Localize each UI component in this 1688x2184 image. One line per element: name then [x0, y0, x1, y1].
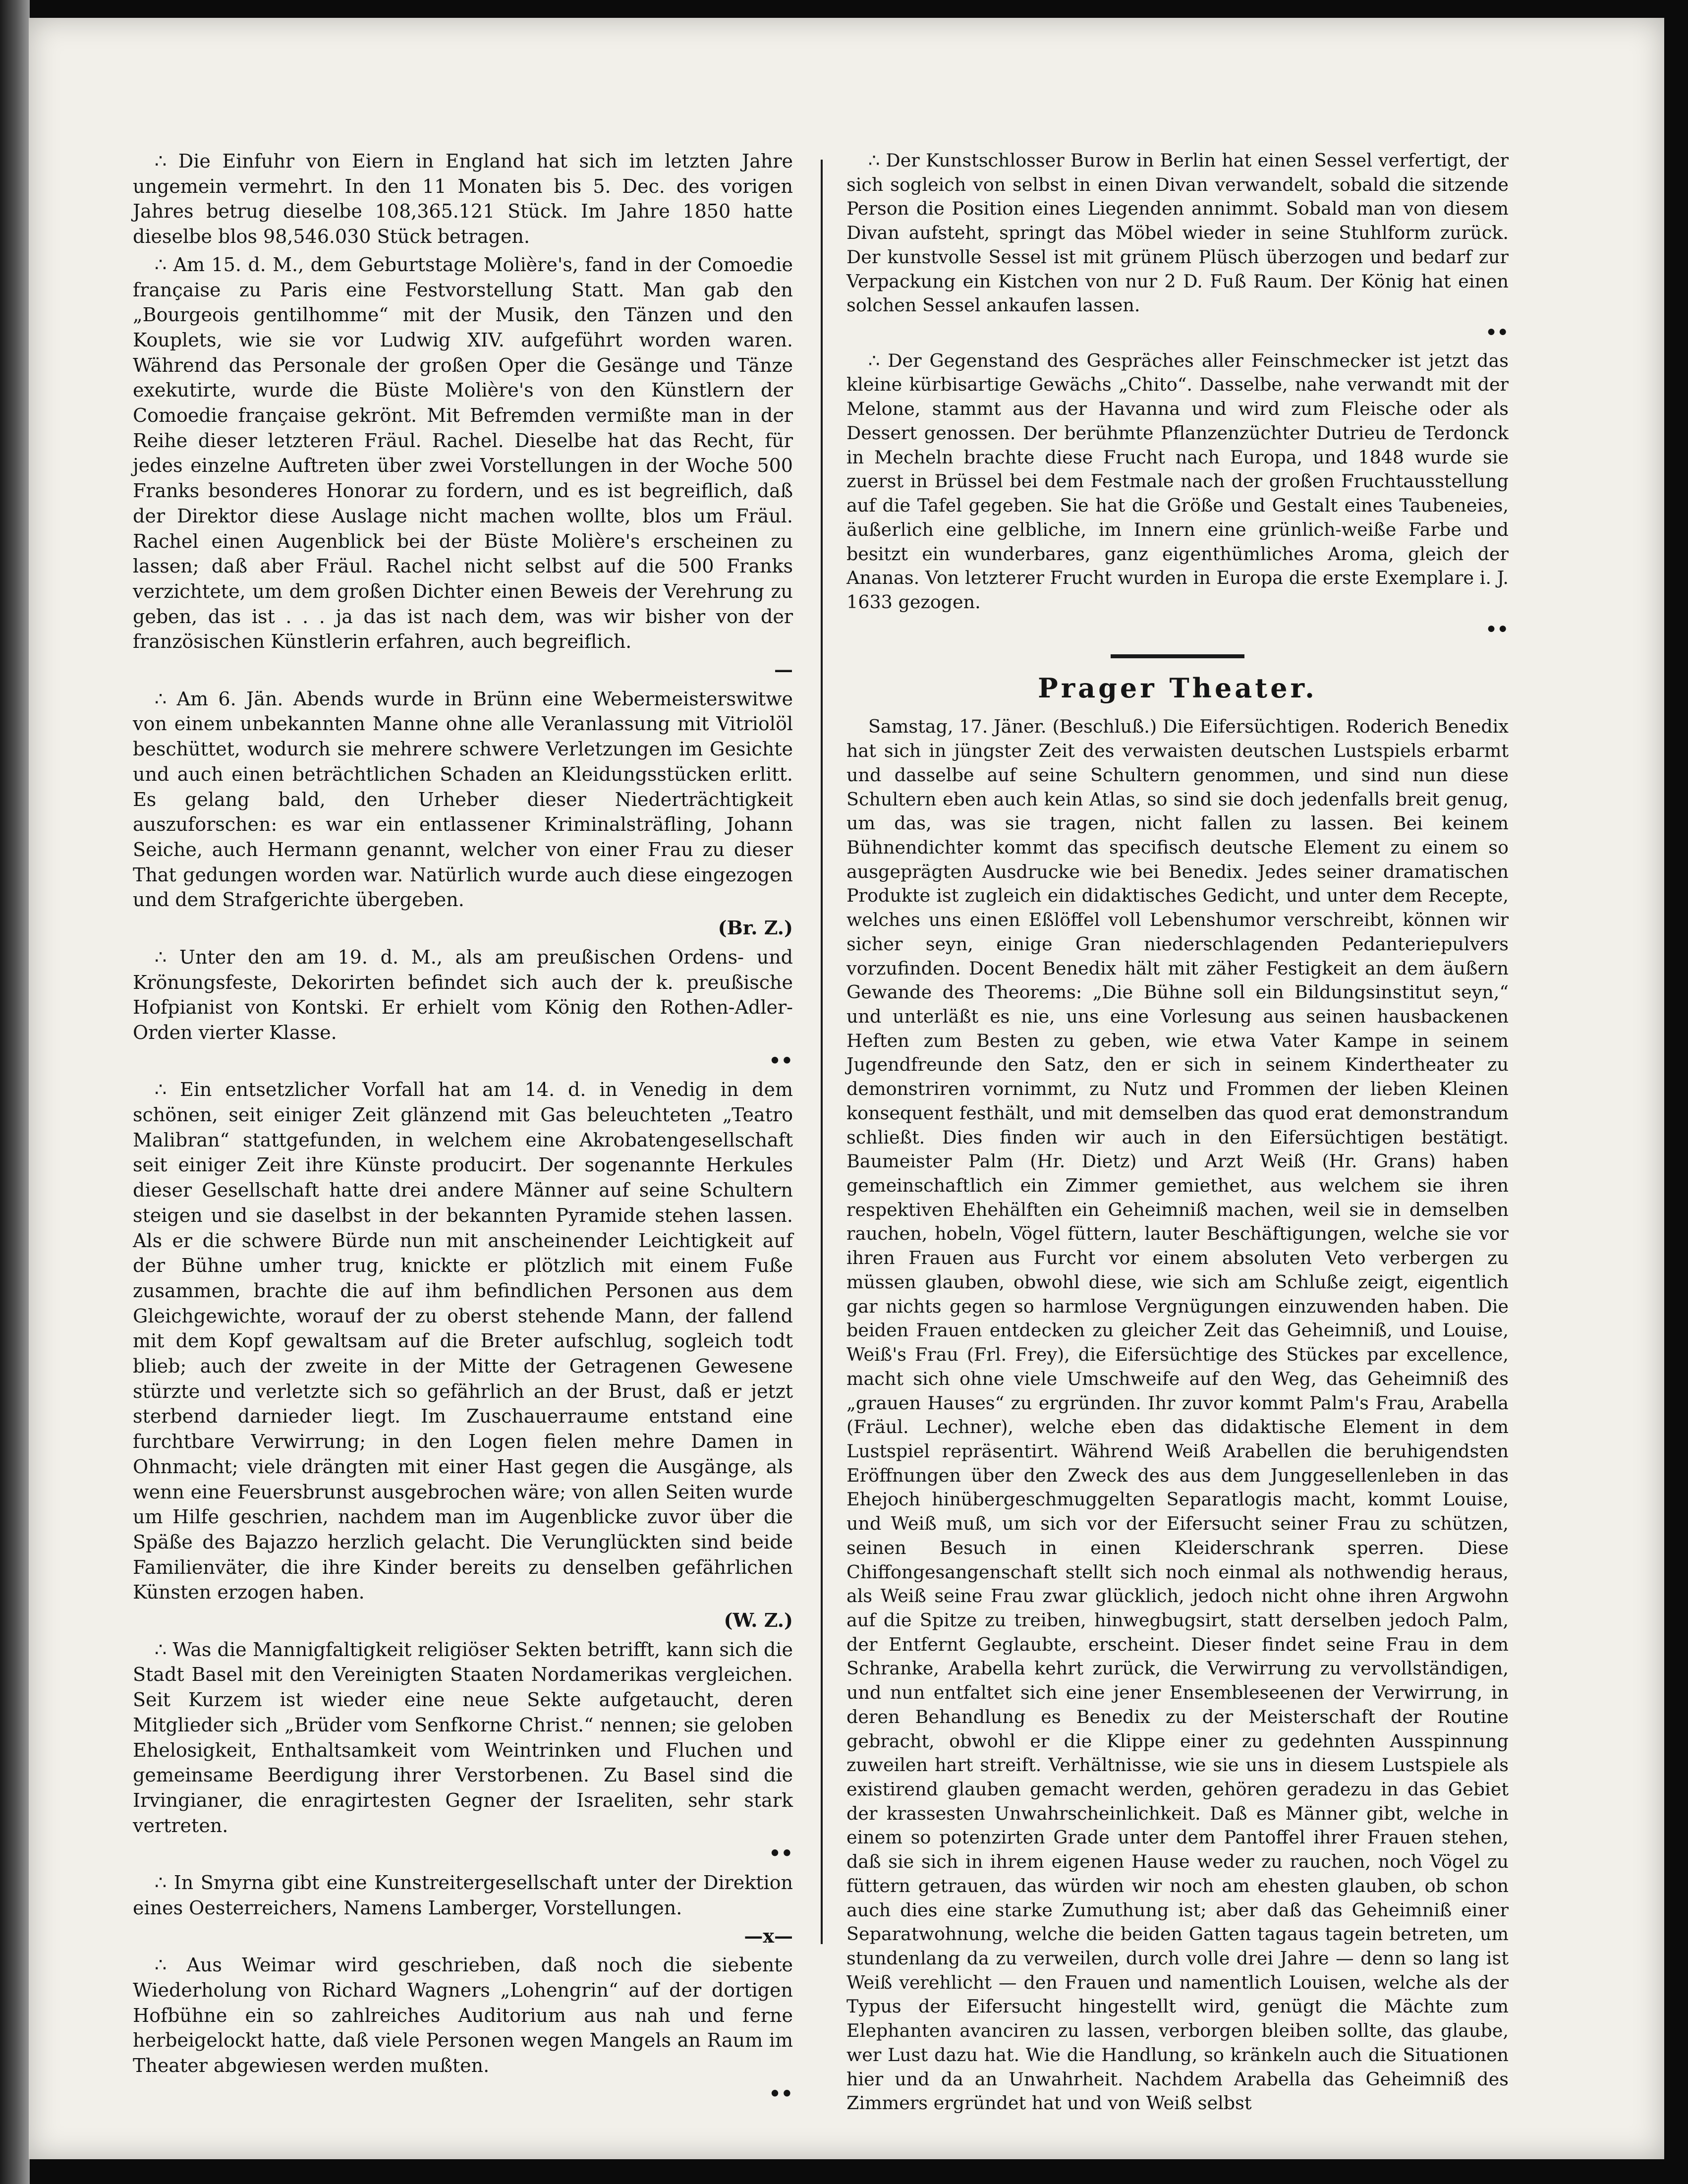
theater-review-text: Samstag, 17. Jäner. (Beschluß.) Die Eifersüchtigen. Roderich Benedix hat sich in jüngster Zeit des verwaisten deutschen Lustspiels erbarmt und dasselbe auf seine Schultern genommen, und sind nun diese Schultern eben auch kein Atlas, so sind sie doch jedenfalls breit genug, um das, was sie tragen, nicht fallen zu lassen. Bei keinem Bühnendichter kommt das specifisch deutsche Element zu einem so ausgeprägten Ausdrucke wie bei Benedix. Jedes seiner dramatischen Produkte ist zugleich ein didaktisches Gedicht, und unter dem Recepte, welches uns einen Eßlöffel voll Lebenshumor verschreibt, können wir sicher seyn, einige Gran niederschlagenden Pedanteriepulvers vorzufinden. Docent Benedix hält mit zäher Festigkeit an dem äußern Gewande des Theorems: „Die Bühne soll ein Bildungsinstitut seyn,“ und unterläßt es nie, uns eine Vorlesung aus seinen hausbackenen Heften zum Besten zu geben, wie etwa Vater Kampe in seinem Jugendfreunde den Satz, den er sich in seinem Kindertheater zu demonstriren vornimmt, zu Nutz und Frommen der lieben Kleinen konsequent festhält, und mit demselben das quod erat demonstrandum schließt. Dies finden wir auch in den Eifersüchtigen bestätigt. Baumeister Palm (Hr. Dietz) und Arzt Weiß (Hr. Grans) haben gemeinschaftlich ein Zimmer gemiethet, aus welchem sie ihren respektiven Ehehälften ein Geheimniß machen, weil sie in demselben rauchen, hobeln, Vögel füttern, lauter Beschäftigungen, welche sie vor ihren Frauen aus Furcht vor einem absoluten Veto verbergen zu müssen glauben, obwohl diese, wie sich am Schluße zeigt, eigentlich gar nichts gegen so harmlose Vergnügungen einzuwenden haben. Die beiden Frauen entdecken zu gleicher Zeit das Geheimniß, und Louise, Weiß's Frau (Frl. Frey), die Eifersüchtige des Stückes par excellence, macht sich ohne viele Umschweife auf den Weg, das Geheimniß des „grauen Hauses“ zu ergründen. Ihr zuvor kommt Palm's Frau, Arabella (Fräul. Lechner), welche eben das didaktische Element in dem Lustspiel repräsentirt. Während Weiß Arabellen die beruhigendsten Eröffnungen über den Zweck des aus dem Junggesellenleben in das Ehejoch hinübergeschmuggelten Separatlogis macht, kommt Louise, und Weiß muß, um sich vor der Eifersucht seiner Frau zu schützen, seinen Besuch in einen Kleiderschrank sperren. Diese Chiffongesangenschaft stellt sich noch einmal als nothwendig heraus, als Weiß seine Frau zwar glücklich, jedoch nicht ohne ihren Argwohn auf die Spitze zu treiben, hinwegbugsirt, statt derselben jedoch Palm, der Entfernt Geglaubte, erscheint. Dieser findet seine Frau in dem Schranke, Arabella kehrt zurück, die Verwirrung zu vervollständigen, und nun entfaltet sich eine jener Ensembleseenen der Verwirrung, in deren Behandlung es Benedix zu der Meisterschaft der Routine gebracht, obwohl er die Klippe einer zu gedehnten Ausspinnung zuweilen hart streift. Verhältnisse, wie sie uns in diesem Lustspiele als existirend glauben gemacht werden, gehören geradezu in das Gebiet der krassesten Unwahrscheinlichkeit. Daß es Männer gibt, welche in einem so potenzirten Grade unter dem Pantoffel ihrer Frauen stehen, daß sie sich in ihrem eigenen Hause weder zu rauchen, noch Vögel zu füttern getrauen, das würden wir noch am ehesten glauben, ob schon auch dies eine starke Zumuthung ist; aber daß das Geheimniß einer Separatwohnung, welche die beiden Gatten tagaus tagein betreten, um stundenlang da zu verweilen, durch volle drei Jahre — denn so lang ist Weiß verehlicht — den Frauen und namentlich Louisen, welche als der Typus der Eifersucht hingestellt wird, genügt die Mächte zum Elephanten avanciren zu lassen, verborgen bleiben sollte, das glaube, wer Lust dazu hat. Wie die Handlung, so kränkeln auch die Situationen hier und da an Unwahrheit. Nachdem Arabella das Geheimniß des Zimmers ergründet hat und von Weiß selbst	[846, 716, 1509, 2114]
news-item-burow-sessel: ∴ Der Kunstschlosser Burow in Berlin hat einen Sessel verfertigt, der sich sogleich von selbst in einen Divan verwandelt, sobald die sitzende Person die Position eines Liegenden annimmt. Sobald man von diesem Divan aufsteht, springt das Möbel wieder in seine Stuhlform zurück. Der kunstvolle Sessel ist mit grünem Plüsch überzogen und bedarf zur Verpackung ein Kistchen von nur 2 D. Fuß Raum. Der König hat einen solchen Sessel ankaufen lassen.	[846, 150, 1509, 316]
section-separator-rule	[1111, 654, 1244, 658]
right-column	[846, 149, 1509, 2119]
news-item-chito-fruit: ∴ Der Gegenstand des Gespräches aller Feinschmecker ist jetzt das kleine kürbisartige Gewächs „Chito“. Dasselbe, nahe verwandt mit der Melone, stammt aus der Havanna und wird zum Fleische oder als Dessert genossen. Der berühmte Pflanzenzüchter Dutrieu de Terdonck in Mecheln brachte diese Frucht nach Europa, und 1848 wurde sie zuerst in Brüssel bei dem Festmale nach der großen Fruchtausstellung auf die Tafel gegeben. Sie hat die Größe und Gestalt eines Taubeneies, äußerlich eine gelbliche, im Innern eine grünlich-weiße Farbe und besitzt ein wunderbares, ganz eigenthümliches Aroma, gleich der Ananas. Von letzterer Frucht wurden in Europa die erste Exemplare i. J. 1633 gezogen.	[846, 349, 1509, 613]
news-item-smyrna-circus: ∴ In Smyrna gibt eine Kunstreitergesellschaft unter der Direktion eines Oesterreichers, Namens Lamberger, Vorstellungen.	[133, 1872, 793, 1919]
news-item-bruenn-vitriol: ∴ Am 6. Jän. Abends wurde in Brünn eine Webermeisterswitwe von einem unbekannten Manne ohne alle Veranlassung mit Vitriolöl beschüttet, wodurch sie mehrere schwere Verletzungen im Gesichte und auch einen beträchtlichen Schaden an Kleidungsstücken erlitt. Es gelang bald, den Urheber dieser Niederträchtigkeit auszuforschen: es war ein entlassener Kriminalsträfling, Johann Seiche, auch Hermann genannt, welcher von einer Frau zu dieser That gedungen worden war. Natürlich wurde auch diese eingezogen und dem Strafgerichte übergeben.	[133, 688, 793, 911]
column-divider	[821, 160, 823, 1944]
news-item-basel-sects: ∴ Was die Mannigfaltigkeit religiöser Sekten betrifft, kann sich die Stadt Basel mit den Vereinigten Staaten Nordamerikas vergleichen. Seit Kurzem ist wieder eine neue Sekte aufgetaucht, deren Mitglieder sich „Brüder vom Senfkorne Christ.“ nennen; sie geloben Ehelosigkeit, Enthaltsamkeit vom Weintrinken und Fluchen und gemeinsame Beerdigung ihrer Verstorbenen. Zu Basel sind die Irvingianer, die enragirtesten Gegner der Israeliten, sehr stark vertreten.	[133, 1638, 793, 1837]
news-item-venice-accident: ∴ Ein entsetzlicher Vorfall hat am 14. d. in Venedig in dem schönen, seit einiger Zeit glänzend mit Gas beleuchteten „Teatro Malibran“ stattgefunden, in welchem eine Akrobatengesellschaft seit einiger Zeit ihre Künste producirt. Der sogenannte Herkules dieser Gesellschaft hatte drei andere Männer auf seine Schultern steigen und sie daselbst in der bekannten Pyramide stehen lassen. Als er die schwere Bürde nun mit anscheinender Leichtigkeit auf der Bühne umher trug, knickte er plötzlich mit einem Fuße zusammen, brachte die auf ihm befindlichen Personen aus dem Gleichgewichte, worauf der zu oberst stehende Mann, der fallend mit dem Kopf gewaltsam auf die Breter aufschlug, sogleich todt blieb; auch der zweite in der Mitte der Getragenen Gewesene stürzte und verletzte sich so gefährlich an der Brust, daß er jetzt sterbend darnieder liegt. Im Zuschauerraume entstand eine furchtbare Verwirrung; in den Logen fielen mehre Damen in Ohnmacht; viele drängten mit einer Hast gegen die Ausgänge, als wenn eine Feuersbrunst ausgebrochen wäre; von allen Seiten wurde um Hilfe geschrien, nachdem man im Augenblicke zuvor über die Späße des Bajazzo herzlich gelacht. Die Verunglückten sind beide Familienväter, die ihre Kinder bereits zu denselben gefährlichen Künsten erzogen haben.	[133, 1079, 793, 1604]
left-column	[133, 149, 793, 2110]
news-item-kontski-order: ∴ Unter den am 19. d. M., als am preußischen Ordens- und Krönungsfeste, Dekorirten befindet sich auch der k. preußische Hofpianist von Kontski. Er erhielt vom König den Rothen-Adler-Orden vierter Klasse.	[133, 946, 793, 1043]
news-item-chito-signature: ••	[1485, 618, 1509, 640]
news-item-smyrna-signature: —x—	[744, 1924, 793, 1947]
scan-binding-edge	[0, 0, 30, 2184]
news-item-basel-signature: ••	[769, 1842, 793, 1865]
news-item-weimar-lohengrin: ∴ Aus Weimar wird geschrieben, daß noch die siebente Wiederholung von Richard Wagners „Lohengrin“ auf der dortigen Hofbühne ein so zahlreiches Auditorium aus nah und ferne herbeigelockt hatte, daß viele Personen wegen Mangels an Raum im Theater abgewiesen werden mußten.	[133, 1954, 793, 2077]
news-item-venice-source: (W. Z.)	[724, 1609, 793, 1632]
news-item-kontski-signature: ••	[769, 1049, 793, 1072]
news-item-moliere-signature: —	[774, 658, 793, 681]
news-item-egg-imports: ∴ Die Einfuhr von Eiern in England hat sich im letzten Jahre ungemein vermehrt. In den 11 Monaten bis 5. Dec. des vorigen Jahres betrug dieselbe 108,365.121 Stück. Im Jahre 1850 hatte dieselbe blos 98,546.030 Stück betragen.	[133, 150, 793, 248]
news-item-moliere-festival: ∴ Am 15. d. M., dem Geburtstage Molière's, fand in der Comoedie française zu Paris eine Festvorstellung Statt. Man gab den „Bourgeois gentilhomme“ mit der Musik, den Tänzen und den Kouplets, wie sie vor Ludwig XIV. aufgeführt worden waren. Während das Personale der großen Oper die Gesänge und Tänze exekutirte, wurde die Büste Molière's von den Künstlern der Comoedie française gekrönt. Mit Befremden vermißte man in der Reihe dieser letzteren Fräul. Rachel. Dieselbe hat das Recht, für jedes einzelne Auftreten über zwei Vorstellungen in der Woche 500 Franks besonderes Honorar zu fordern, und es ist begreiflich, daß der Direktor diese Auslage nicht machen wollte, blos um Fräul. Rachel einen Augenblick bei der Büste Molière's erscheinen zu lassen; daß aber Fräul. Rachel nicht selbst auf die 500 Franks verzichtete, um dem großen Dichter einen Beweis der Verehrung zu geben, das ist . . . ja das ist nach dem, was wir bisher von der französischen Künstlerin erfahren, auch begreiflich.	[133, 253, 793, 653]
news-item-burow-signature: ••	[1485, 322, 1509, 344]
news-item-weimar-signature: ••	[769, 2082, 793, 2105]
news-item-bruenn-source: (Br. Z.)	[718, 917, 793, 939]
section-title-prager-theater: Prager Theater.	[1038, 672, 1317, 704]
